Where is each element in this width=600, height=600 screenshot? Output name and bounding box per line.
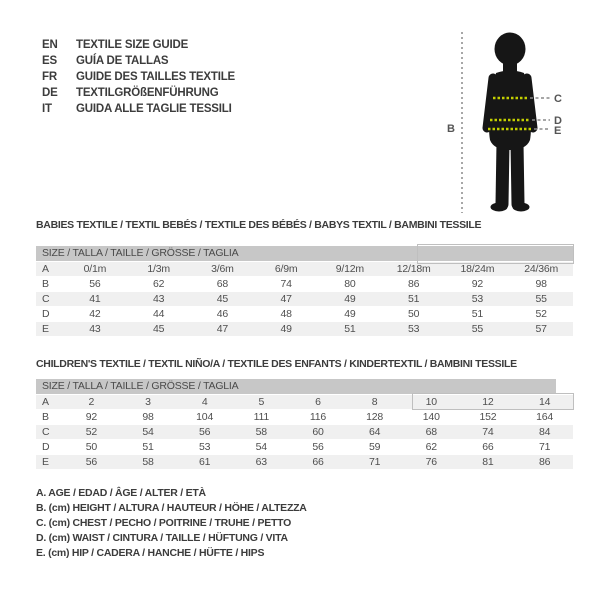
legend-height: B. (cm) HEIGHT / ALTURA / HAUTEUR / HÖHE / ALTEZZA bbox=[36, 502, 307, 514]
size-value-cell: 45 bbox=[127, 322, 191, 336]
size-value-cell: 51 bbox=[142, 441, 154, 453]
row-label: C bbox=[36, 292, 63, 306]
language-row-it bbox=[42, 101, 235, 117]
overlay-box-artifact bbox=[417, 244, 574, 264]
size-value-cell: 51 bbox=[471, 308, 484, 320]
size-value-cell: 55 bbox=[509, 292, 573, 306]
size-value-cell: 42 bbox=[89, 308, 101, 320]
size-value-cell: 43 bbox=[127, 292, 191, 306]
size-value-cell: 10 bbox=[403, 395, 460, 409]
size-value-cell: 50 bbox=[407, 308, 420, 320]
children-size-header: SIZE / TALLA / TAILLE / GRÖSSE / TAGLIA bbox=[36, 379, 573, 394]
size-value-cell: 164 bbox=[536, 411, 554, 423]
size-value-cell: 60 bbox=[290, 425, 347, 439]
size-value-cell: 43 bbox=[63, 322, 127, 336]
language-code: EN bbox=[42, 39, 58, 51]
row-label: A bbox=[36, 262, 63, 276]
label-waist-D: D bbox=[554, 115, 562, 127]
size-value-cell: 56 bbox=[89, 278, 101, 290]
size-value-cell: 6 bbox=[290, 395, 347, 409]
row-label: E bbox=[36, 455, 63, 469]
size-value-cell: 52 bbox=[63, 425, 120, 439]
row-label: C bbox=[36, 425, 63, 439]
size-value-cell: 24/36m bbox=[509, 262, 573, 276]
size-value-cell: 3 bbox=[120, 395, 177, 409]
size-value-cell: 74 bbox=[460, 425, 517, 439]
size-value-cell: 80 bbox=[344, 278, 356, 290]
language-code: IT bbox=[42, 103, 52, 115]
size-value-cell: 49 bbox=[344, 308, 356, 320]
size-value-cell: 92 bbox=[85, 411, 97, 423]
legend-waist: D. (cm) WAIST / CINTURA / TAILLE / HÜFTUNG / VITA bbox=[36, 532, 288, 544]
size-value-cell: 98 bbox=[142, 411, 154, 423]
size-value-cell: 57 bbox=[509, 322, 573, 336]
size-value-cell: 3/6m bbox=[191, 262, 255, 276]
size-value-cell: 41 bbox=[63, 292, 127, 306]
size-value-cell: 47 bbox=[191, 322, 255, 336]
size-value-cell: 0/1m bbox=[63, 262, 127, 276]
size-value-cell: 55 bbox=[446, 322, 510, 336]
size-value-cell: 53 bbox=[199, 441, 211, 453]
size-value-cell: 68 bbox=[403, 425, 460, 439]
label-height-B: B bbox=[447, 123, 455, 135]
size-value-cell: 66 bbox=[290, 455, 347, 469]
size-value-cell: 76 bbox=[403, 455, 460, 469]
label-hip-E: E bbox=[554, 125, 562, 137]
size-value-cell: 66 bbox=[482, 441, 494, 453]
size-row-d bbox=[36, 440, 573, 454]
children-table-title: CHILDREN'S TEXTILE / TEXTIL NIÑO/A / TEXTILE DES ENFANTS / KINDERTEXTIL / BAMBINI TESSILE bbox=[36, 358, 517, 370]
size-value-cell: 12 bbox=[460, 395, 517, 409]
size-row-b bbox=[36, 410, 573, 424]
size-row-b bbox=[36, 277, 573, 291]
size-value-cell: 46 bbox=[216, 308, 229, 320]
guide-title-fr: GUIDE DES TAILLES TEXTILE bbox=[76, 71, 235, 83]
size-value-cell: 49 bbox=[318, 292, 382, 306]
child-silhouette bbox=[487, 33, 533, 212]
size-value-cell: 64 bbox=[346, 425, 403, 439]
legend-hip: E. (cm) HIP / CADERA / HANCHE / HÜFTE / HIPS bbox=[36, 547, 265, 559]
size-value-cell: 81 bbox=[460, 455, 517, 469]
size-value-cell: 98 bbox=[535, 278, 547, 290]
size-row-e bbox=[36, 322, 573, 336]
row-label: A bbox=[36, 395, 63, 409]
language-row-en bbox=[42, 37, 235, 53]
size-value-cell: 63 bbox=[233, 455, 290, 469]
row-label: E bbox=[36, 322, 63, 336]
language-code: DE bbox=[42, 87, 58, 99]
size-value-cell: 4 bbox=[176, 395, 233, 409]
size-value-cell: 53 bbox=[446, 292, 510, 306]
babies-size-table bbox=[36, 261, 573, 337]
child-silhouette-figure bbox=[446, 15, 576, 220]
size-value-cell: 68 bbox=[216, 278, 229, 290]
guide-title-en: TEXTILE SIZE GUIDE bbox=[76, 39, 189, 51]
header-notch-artifact bbox=[556, 379, 573, 394]
size-value-cell: 1/3m bbox=[127, 262, 191, 276]
guide-title-it: GUIDA ALLE TAGLIE TESSILI bbox=[76, 103, 232, 115]
row-label: D bbox=[42, 308, 50, 320]
size-row-c bbox=[36, 425, 573, 439]
size-value-cell: 92 bbox=[471, 278, 484, 290]
size-value-cell: 74 bbox=[280, 278, 292, 290]
size-value-cell: 56 bbox=[312, 441, 324, 453]
size-value-cell: 9/12m bbox=[318, 262, 382, 276]
row-label: B bbox=[42, 411, 49, 423]
language-list bbox=[42, 37, 235, 117]
row-label: B bbox=[42, 278, 49, 290]
size-row-c bbox=[36, 292, 573, 306]
size-value-cell: 116 bbox=[309, 411, 327, 423]
guide-title-es: GUÍA DE TALLAS bbox=[76, 55, 169, 67]
size-value-cell: 71 bbox=[346, 455, 403, 469]
size-value-cell: 14 bbox=[516, 395, 573, 409]
legend-age: A. AGE / EDAD / ÂGE / ALTER / ETÀ bbox=[36, 487, 206, 499]
size-value-cell: 54 bbox=[120, 425, 177, 439]
size-value-cell: 18/24m bbox=[446, 262, 510, 276]
size-value-cell: 56 bbox=[63, 455, 120, 469]
size-value-cell: 50 bbox=[85, 441, 97, 453]
size-value-cell: 86 bbox=[407, 278, 420, 290]
size-value-cell: 53 bbox=[382, 322, 446, 336]
size-value-cell: 84 bbox=[516, 425, 573, 439]
guide-title-de: TEXTILGRÖßENFÜHRUNG bbox=[76, 87, 219, 99]
measurement-legend bbox=[36, 486, 307, 561]
size-row-a bbox=[36, 262, 573, 276]
size-value-cell: 140 bbox=[422, 411, 440, 423]
language-row-fr bbox=[42, 69, 235, 85]
size-value-cell: 62 bbox=[152, 278, 165, 290]
size-value-cell: 8 bbox=[346, 395, 403, 409]
size-value-cell: 111 bbox=[253, 411, 269, 423]
size-value-cell: 61 bbox=[176, 455, 233, 469]
size-value-cell: 104 bbox=[196, 411, 214, 423]
babies-table-title: BABIES TEXTILE / TEXTIL BEBÉS / TEXTILE DES BÉBÉS / BABYS TEXTIL / BAMBINI TESSILE bbox=[36, 219, 482, 231]
overlay-box-artifact bbox=[412, 393, 574, 410]
language-code: ES bbox=[42, 55, 57, 67]
size-value-cell: 47 bbox=[254, 292, 318, 306]
size-value-cell: 56 bbox=[176, 425, 233, 439]
language-row-es bbox=[42, 53, 235, 69]
size-value-cell: 2 bbox=[63, 395, 120, 409]
size-value-cell: 152 bbox=[479, 411, 497, 423]
size-value-cell: 58 bbox=[120, 455, 177, 469]
legend-chest: C. (cm) CHEST / PECHO / POITRINE / TRUHE / PETTO bbox=[36, 517, 292, 529]
size-value-cell: 6/9m bbox=[254, 262, 318, 276]
language-code: FR bbox=[42, 71, 57, 83]
size-value-cell: 59 bbox=[368, 441, 381, 453]
size-row-d bbox=[36, 307, 573, 321]
size-value-cell: 49 bbox=[254, 322, 318, 336]
size-value-cell: 128 bbox=[366, 411, 384, 423]
size-value-cell: 58 bbox=[233, 425, 290, 439]
size-value-cell: 52 bbox=[535, 308, 547, 320]
size-value-cell: 45 bbox=[191, 292, 255, 306]
size-value-cell: 48 bbox=[280, 308, 292, 320]
row-label: D bbox=[42, 441, 50, 453]
language-row-de bbox=[42, 85, 235, 101]
size-value-cell: 44 bbox=[152, 308, 165, 320]
size-value-cell: 54 bbox=[255, 441, 267, 453]
size-value-cell: 71 bbox=[538, 441, 551, 453]
size-value-cell: 12/18m bbox=[382, 262, 446, 276]
size-value-cell: 86 bbox=[516, 455, 573, 469]
measurement-diagram bbox=[446, 15, 576, 220]
size-value-cell: 62 bbox=[425, 441, 437, 453]
size-row-e bbox=[36, 455, 573, 469]
size-value-cell: 51 bbox=[382, 292, 446, 306]
babies-size-header: SIZE / TALLA / TAILLE / GRÖSSE / TAGLIA bbox=[36, 246, 573, 261]
size-value-cell: 5 bbox=[233, 395, 290, 409]
label-chest-C: C bbox=[554, 93, 562, 105]
size-value-cell: 51 bbox=[318, 322, 382, 336]
